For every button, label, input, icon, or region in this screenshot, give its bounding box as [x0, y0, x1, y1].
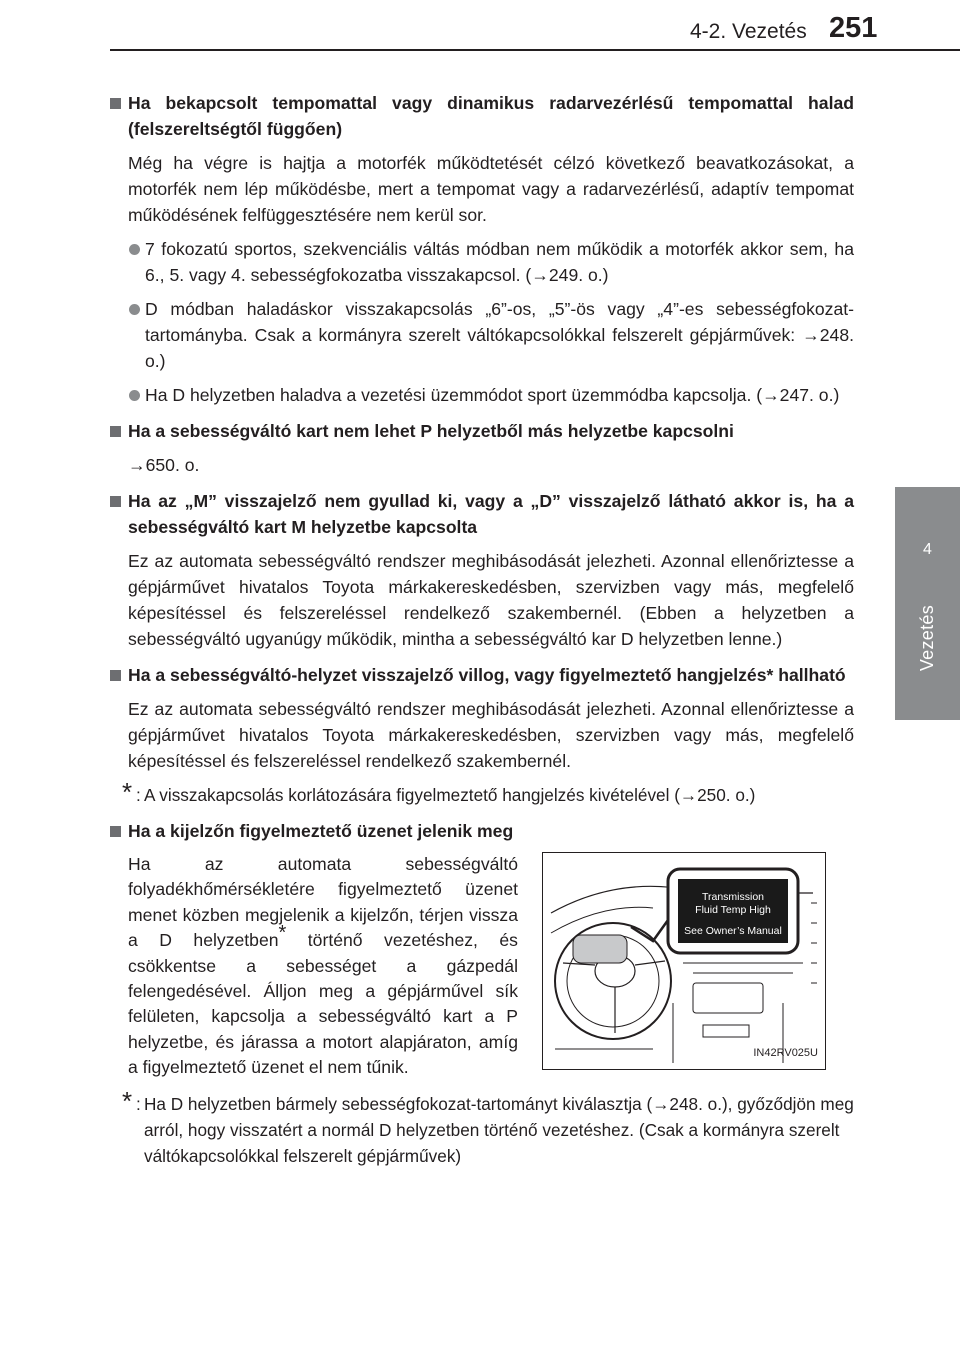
dashboard-drawing: [543, 853, 825, 1069]
heading-square-icon: [110, 496, 121, 507]
warning-text-before: Ha az automata sebességváltó folyadékhőmérsékletére figyelmeztető üzenet menet közben megjelenik a kijelzőn, térjen vissza a D helyzetben: [128, 854, 518, 951]
heading-text: Ha a sebességváltó-helyzet visszajelző villog, vagy figyelmeztető hangjelzés* hallható: [128, 665, 846, 685]
bullet-text: D módban haladáskor visszakapcsolás „6”-os, „5”-ös vagy „4”-es sebességfokozat-tartományba. Csak a kormányra szerelt váltókapcsolókkal felszerelt gépjárművek: →248. o.): [145, 299, 854, 371]
page-number: 251: [829, 12, 878, 44]
figure-code: IN42RV025U: [753, 1047, 818, 1059]
bullet-dot-icon: [129, 244, 140, 255]
warning-text-after: történő vezetéshez, és csökkentse a sebességet a gázpedál felengedésével. Álljon meg a gépjárművel sík felületen, kapcsolja a sebességváltó kart a P helyzetbe, és járassa a motort alapjáraton, amíg a figyelmeztető üzenet el nem tűnik.: [128, 930, 518, 1078]
display-line: Transmission: [701, 891, 765, 903]
header-divider: [110, 49, 960, 51]
body-paragraph: Ez az automata sebességváltó rendszer meghibásodását jelezheti. Azonnal ellenőriztesse a gépjárművet hivatalos Toyota márkakereskedésben, szervizben vagy más, megfelelő képesítéssel és felszereléssel rendelkező szakembernél. (Ebben a helyzetben a sebességváltó ugyanúgy működik, mintha a sebességváltó kar D helyzetben lenne.): [128, 551, 854, 649]
asterisk-mark: *: [278, 922, 287, 945]
page-reference[interactable]: →650. o.: [128, 455, 200, 475]
dashboard-illustration: [542, 852, 826, 1070]
body-paragraph: Ez az automata sebességváltó rendszer meghibásodását jelezheti. Azonnal ellenőriztesse a gépjárművet hivatalos Toyota márkakereskedésben, szervizben vagy más, megfelelő képesítéssel és felszereléssel rendelkező szakembernél.: [128, 699, 854, 771]
section-heading: [108, 818, 854, 844]
chapter-number: 4: [923, 541, 932, 558]
page-content: [108, 90, 854, 1169]
footnote: [108, 777, 854, 808]
heading-square-icon: [110, 426, 121, 437]
section-heading: [108, 90, 854, 142]
heading-text: Ha az „M” visszajelző nem gyullad ki, vagy a „D” visszajelző látható akkor is, ha a sebességváltó kart M helyzetbe kapcsolta: [128, 491, 854, 537]
body-paragraph: Még ha végre is hajtja a motorfék működtetését célzó következő beavatkozásokat, a motorfék nem lép működésbe, mert a tempomat vagy a radarvezérlésű, adaptív tempomat működésének felfüggesztésére nem kerül sor.: [128, 153, 854, 225]
heading-text: Ha a sebességváltó kart nem lehet P helyzetből más helyzetbe kapcsolni: [128, 421, 734, 441]
heading-text: Ha bekapcsolt tempomattal vagy dinamikus radarvezérlésű tempomattal halad (felszereltségtől függően): [128, 93, 854, 139]
display-line: Fluid Temp High: [695, 904, 771, 916]
asterisk-mark: *: [122, 777, 133, 807]
figure-row: [108, 852, 854, 1081]
heading-text: Ha a kijelzőn figyelmeztető üzenet jelenik meg: [128, 821, 514, 841]
footnote-colon: :: [136, 1093, 141, 1114]
section-heading: [108, 488, 854, 540]
bullet-item: [108, 236, 854, 288]
footnote-colon: :: [136, 785, 141, 805]
display-line: See Owner’s Manual: [684, 925, 782, 937]
chapter-title: Vezetés: [917, 605, 937, 672]
bullet-text: 7 fokozatú sportos, szekvenciális váltás módban nem működik a motorfék akkor sem, ha 6., 5. vagy 4. sebességfokozatba visszakapcsol. (→249. o.): [145, 239, 854, 285]
footnote-text: A visszakapcsolás korlátozására figyelmeztető hangjelzés kivételével (→250. o.): [144, 785, 756, 805]
heading-square-icon: [110, 98, 121, 109]
section-heading: [108, 418, 854, 444]
chapter-tab[interactable]: [895, 487, 960, 720]
heading-square-icon: [110, 826, 121, 837]
bullet-item: [108, 296, 854, 374]
section-heading: [108, 662, 854, 688]
section-label: 4-2. Vezetés: [690, 20, 807, 43]
bullet-item: [108, 382, 854, 408]
footnote-text: Ha D helyzetben bármely sebességfokozat-tartományt kiválasztja (→248. o.), győződjön meg arról, hogy visszatért a normál D helyzetben történő vezetéshez. (Csak a kormányra szerelt váltókapcsolókkal felszerelt gépjárművek): [144, 1093, 854, 1166]
footnote: [108, 1085, 854, 1169]
bullet-text: Ha D helyzetben haladva a vezetési üzemmódot sport üzemmódba kapcsolja. (→247. o.): [145, 385, 840, 405]
heading-square-icon: [110, 670, 121, 681]
asterisk-mark: *: [122, 1085, 133, 1116]
bullet-dot-icon: [129, 304, 140, 315]
warning-paragraph: [108, 852, 518, 1081]
bullet-dot-icon: [129, 390, 140, 401]
